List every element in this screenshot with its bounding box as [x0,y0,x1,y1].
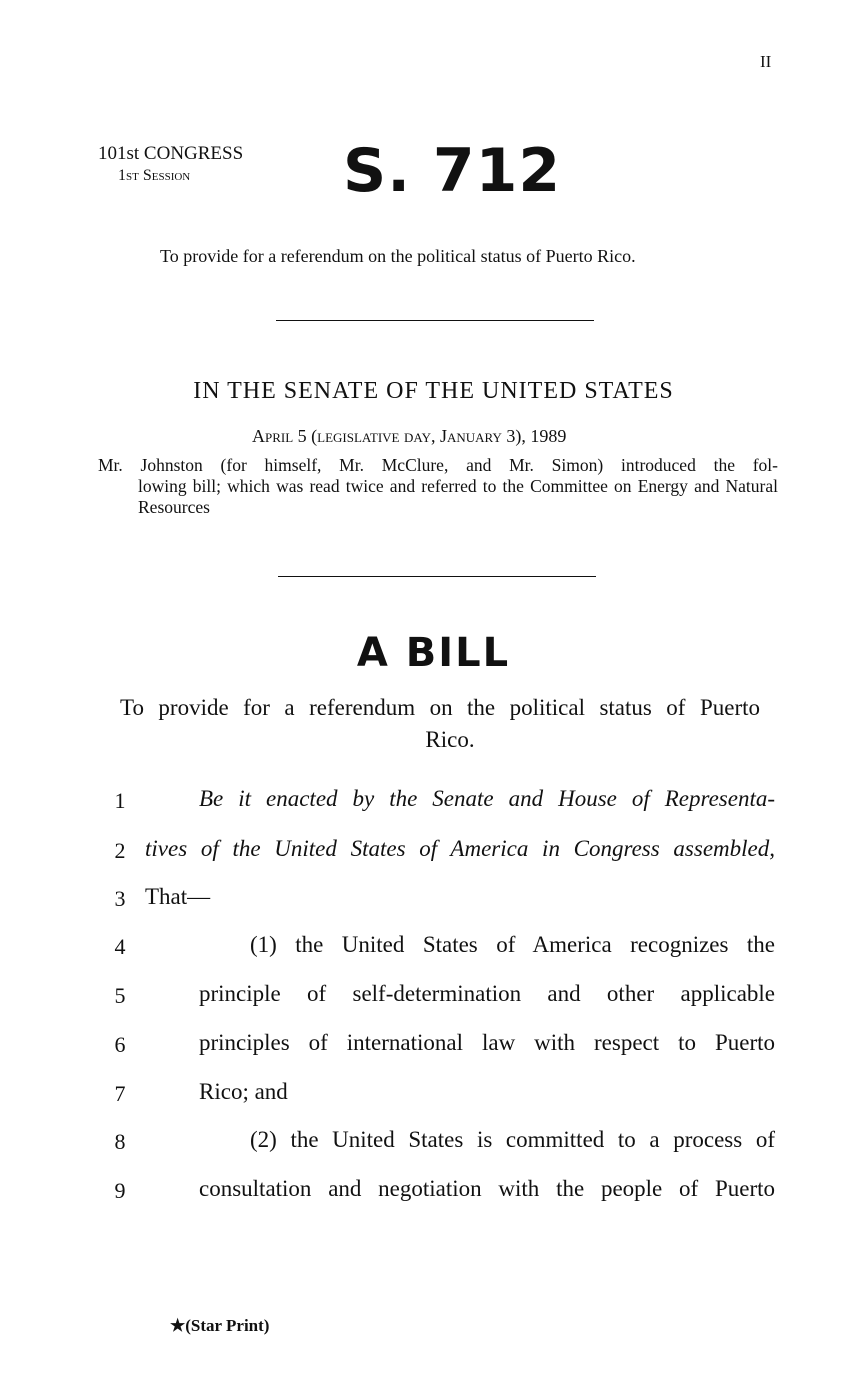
line-number: 1 [114,788,126,813]
session-label: 1st Session [118,167,191,184]
congress-label: 101st CONGRESS [98,143,244,164]
bill-text-line: Rico; and [199,1079,288,1104]
chamber-heading: IN THE SENATE OF THE UNITED STATES [193,378,674,404]
line-number: 5 [114,983,126,1008]
introduction-first-line: Mr. Johnston (for himself, Mr. McClure, and Mr. Simon) introduced the fol- [98,455,778,475]
long-title-line-2: Rico. [425,727,475,752]
long-title [120,692,760,756]
congress-session-block [98,143,243,187]
introduction-date: April 5 (legislative day, January 3), 1989 [252,426,567,446]
short-title: To provide for a referendum on the political status of Puerto Rico. [160,246,636,266]
long-title-line-1: To provide for a referendum on the political status of Puerto [120,695,760,720]
bill-text-line: principles of international law with respect to Puerto [199,1030,775,1055]
line-number: 6 [114,1032,126,1057]
bill-text-line: tives of the United States of America in Congress assembled, [145,836,775,861]
star-print-label: (Star Print) [185,1316,270,1335]
divider-rule-top [276,320,594,321]
line-number: 3 [114,886,126,911]
bill-text-line: That— [145,884,211,909]
bill-number: S. 712 [343,136,562,206]
bill-heading: A BILL [356,630,511,676]
introduction-continuation: lowing bill; which was read twice and referred to the Committee on Energy and Natural Resources [138,476,778,517]
star-icon: ★ [170,1316,186,1335]
line-number: 7 [114,1081,126,1106]
line-number: 8 [114,1129,126,1154]
bill-text-line: (1) the United States of America recognizes the [250,932,775,957]
divider-rule-bottom [278,576,596,577]
bill-text-line: Be it enacted by the Senate and House of Representa- [199,786,775,811]
line-number: 9 [114,1178,126,1203]
line-number: 4 [114,934,126,959]
introduction-paragraph [98,455,778,518]
bill-text-line: consultation and negotiation with the people of Puerto [199,1176,775,1201]
star-print-notice [170,1316,269,1336]
bill-text-line: (2) the United States is committed to a process of [250,1127,775,1152]
bill-text-line: principle of self-determination and other applicable [199,981,775,1006]
line-number: 2 [114,838,126,863]
page-marker: II [760,52,772,71]
